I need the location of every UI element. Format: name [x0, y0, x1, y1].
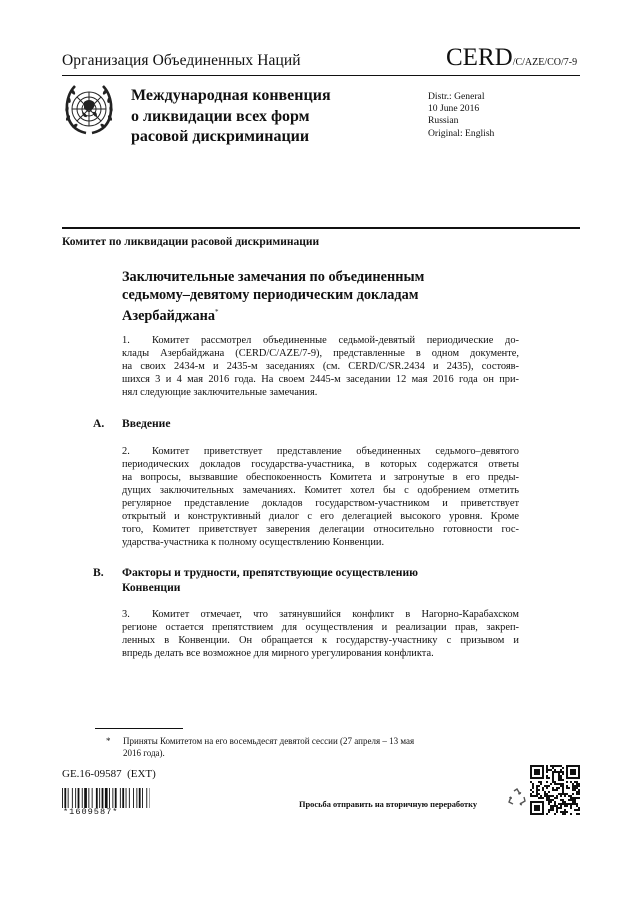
paragraph-line: открытый и конструктивный диалог с его делегацией высокого уровня. Кроме [122, 511, 519, 522]
paragraph-line: дущих заключительных замечаниях. Комитет хотел бы с одобрением отметить [122, 485, 519, 496]
date-line: 10 June 2016 [428, 103, 480, 115]
paragraph-3 [122, 608, 519, 660]
paragraph-line: впредь делать все возможное для мирного урегулирования конфликта. [122, 648, 434, 659]
recycle-note: Просьба отправить на вторичную переработку [299, 800, 478, 809]
convention-title-line: расовой дискриминации [131, 128, 310, 145]
section-title [122, 566, 512, 595]
footnote-text [123, 735, 478, 759]
paragraph-line: ударства-участника к полному осуществлению Конвенции. [122, 537, 385, 548]
original-language-line: Original: English [428, 127, 495, 139]
paragraph-line: на вопросы, вызвавшие обеспокоенность Комитета и затронутые в его преды- [122, 472, 519, 483]
paragraph-text: Комитет рассмотрел объединенные седьмой-девятый периодические до- [152, 335, 519, 346]
document-symbol-main: CERD [446, 44, 513, 71]
convention-title-line: о ликвидации всех форм [131, 107, 310, 125]
committee-name: Комитет по ликвидации расовой дискриминации [62, 236, 320, 248]
document-title [122, 269, 542, 326]
footnote-line: Приняты Комитетом на его восемьдесят девятой сессии (27 апреля – 13 мая [123, 736, 415, 746]
paragraph-1 [122, 334, 519, 399]
organization-name: Организация Объединенных Наций [62, 52, 301, 69]
paragraph-line [122, 445, 519, 458]
document-title-line-last [122, 304, 542, 326]
paragraph-text: Комитет приветствует представление объединенных седьмого–девятого [152, 446, 519, 457]
paragraph-line: клады Азербайджана (CERD/C/AZE/7-9), представленные в одном документе, [122, 348, 519, 359]
convention-title [131, 86, 376, 148]
language-line: Russian [428, 115, 459, 127]
barcode [62, 788, 150, 808]
document-title-line: седьмому–девятому периодическим докладам [122, 286, 419, 303]
footnote-line: 2016 года). [123, 748, 165, 758]
section-letter: B. [93, 566, 104, 579]
footnote-rule [95, 728, 183, 729]
footnote-mark: * [106, 736, 111, 746]
paragraph-line: шихся 3 и 4 мая 2016 года. На своем 2445-м заседании 12 мая 2016 года он при- [122, 374, 519, 385]
paragraph-line [122, 608, 519, 621]
section-letter: A. [93, 417, 105, 430]
paragraph-line: периодических докладов государства-участника, в которых содержатся ответы [122, 459, 519, 470]
distr-line: Distr.: General [428, 91, 485, 102]
section-title-line: Факторы и трудности, препятствующие осуществлению [122, 566, 419, 579]
paragraph-number: 3. [122, 609, 130, 620]
qr-code [530, 765, 580, 815]
paragraph-2 [122, 445, 519, 549]
paragraph-line: нял следующие заключительные замечания. [122, 387, 318, 398]
convention-title-line: Международная конвенция [131, 87, 331, 104]
footnote-reference: * [215, 308, 219, 316]
paragraph-line: регионе остается препятствием для осуществления и реализации прав, закреп- [122, 622, 519, 633]
paragraph-text: Комитет отмечает, что затянувшийся конфликт в Нагорно-Карабахском [152, 609, 519, 620]
barcode-number: *1609587* [63, 807, 119, 817]
header-rule [62, 75, 580, 76]
paragraph-line: ленных в Конвенции. Он обращается к государству-участнику с призывом и [122, 635, 519, 646]
document-symbol [446, 44, 577, 72]
paragraph-number: 2. [122, 446, 130, 457]
job-number: GE.16-09587 (EXT) [62, 768, 156, 780]
paragraph-line: регулярное представление докладов государством-участником и приветствует [122, 498, 519, 509]
document-title-line: Заключительные замечания по объединенным [122, 269, 425, 285]
recycle-icon [506, 787, 528, 809]
paragraph-line: того, Комитет приветствует заверения делегации относительно готовности гос- [122, 524, 519, 535]
un-emblem-icon [62, 82, 116, 136]
paragraph-number: 1. [122, 335, 130, 346]
paragraph-line: на своих 2434-м и 2435-м заседаниях (см. CERD/C/SR.2434 и 2435), состояв- [122, 361, 519, 372]
section-title-line: Конвенции [122, 580, 181, 594]
distribution-info [428, 91, 494, 140]
document-symbol-suffix: /C/AZE/CO/7-9 [512, 57, 578, 68]
section-rule [62, 227, 580, 229]
paragraph-line [122, 334, 519, 347]
section-title: Введение [122, 417, 171, 430]
document-title-text: Азербайджана [122, 308, 216, 324]
